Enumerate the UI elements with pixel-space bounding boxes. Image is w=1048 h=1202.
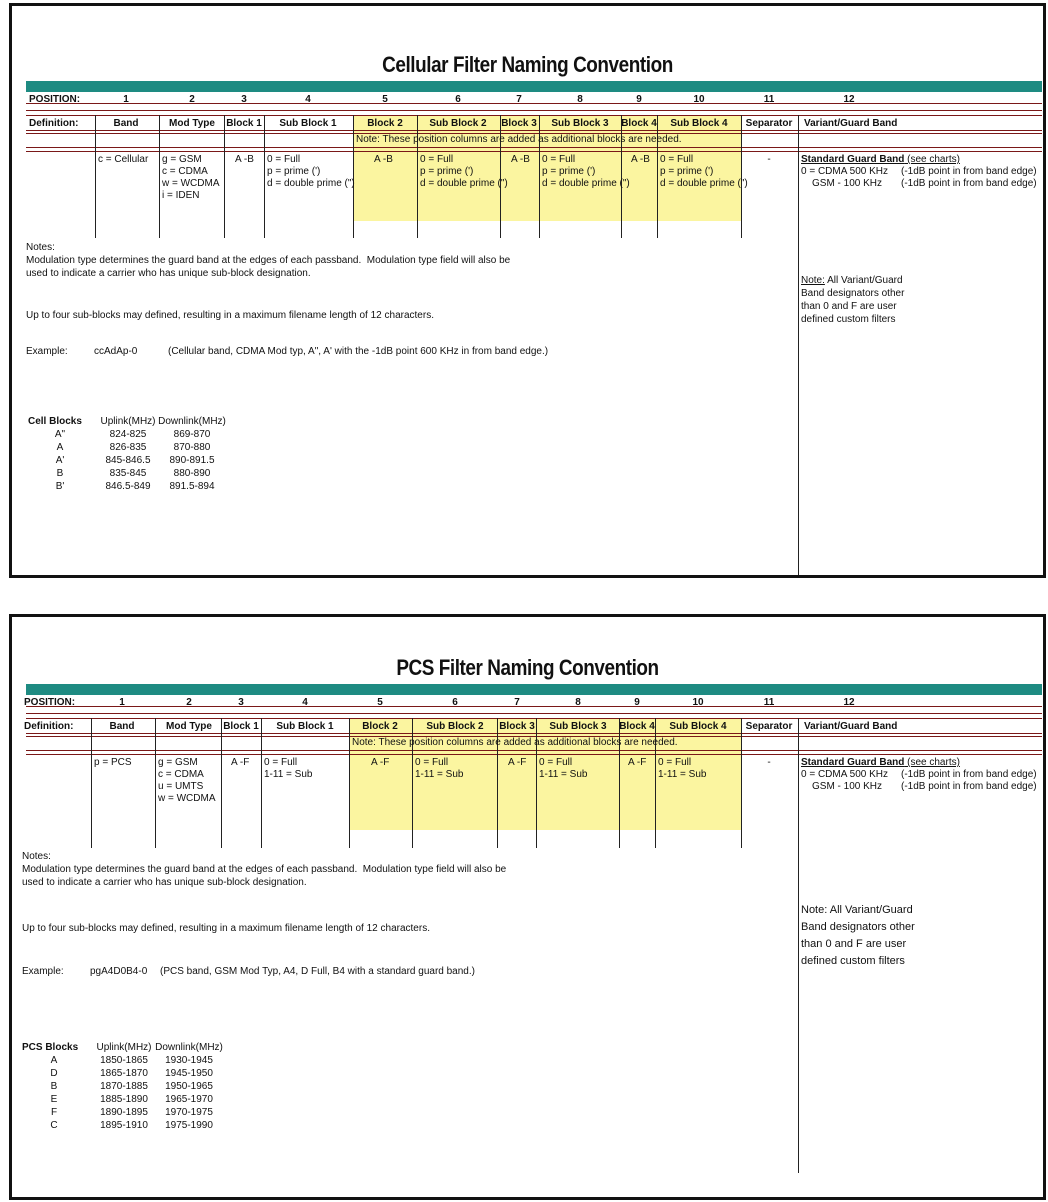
def-sub-block-1: Sub Block 1	[279, 118, 337, 129]
block-1-values: A -F	[231, 757, 250, 768]
def-sub-block-2: Sub Block 2	[426, 721, 484, 732]
separator-value: -	[767, 154, 771, 165]
block-uplink: 1885-1890	[100, 1094, 148, 1105]
position-6: 6	[452, 697, 458, 708]
def-block-4: Block 4	[619, 721, 655, 732]
rule	[26, 754, 1042, 755]
block-4-values: A -B	[631, 154, 650, 165]
block-2-values: A -B	[374, 154, 393, 165]
variant-line-1: 0 = CDMA 500 KHz	[801, 769, 888, 780]
position-2: 2	[189, 94, 195, 105]
variant-line-1-note: (-1dB point in from band edge)	[901, 769, 1037, 780]
position-10: 10	[693, 94, 705, 105]
block-uplink: 1870-1885	[100, 1081, 148, 1092]
position-2: 2	[186, 697, 192, 708]
col-divider	[221, 718, 222, 848]
position-7: 7	[516, 94, 522, 105]
variant-heading-bold: Standard Guard Band	[801, 154, 905, 165]
col-divider	[798, 718, 799, 1173]
position-12: 12	[843, 697, 855, 708]
col-divider	[159, 115, 160, 238]
block-downlink: 1965-1970	[165, 1094, 213, 1105]
position-10: 10	[692, 697, 704, 708]
note-sub-blocks: Up to four sub-blocks may defined, resulting in a maximum filename length of 12 characters.	[26, 310, 434, 321]
position-4: 4	[302, 697, 308, 708]
rule	[26, 130, 1042, 131]
col-divider	[224, 115, 225, 238]
side-note-text: All Variant/Guard Band designators other than 0 and F are user defined custom filters	[801, 275, 905, 325]
columns-note: Note: These position columns are added as additional blocks are needed.	[352, 737, 678, 748]
rule	[26, 147, 1042, 148]
col-divider	[349, 718, 350, 848]
example-description: (Cellular band, CDMA Mod typ, A", A' with the -1dB point 600 KHz in from band edge.)	[168, 346, 549, 357]
teal-bar	[26, 684, 1042, 695]
rule	[26, 718, 1042, 719]
block-uplink: 826-835	[109, 442, 147, 453]
def-mod-type: Mod Type	[166, 721, 212, 732]
sub-block-1-values: 0 = Full 1-11 = Sub	[264, 757, 313, 780]
position-6: 6	[455, 94, 461, 105]
mod-type-values: g = GSM c = CDMA w = WCDMA i = IDEN	[162, 154, 220, 201]
definition-label: Definition:	[29, 118, 79, 129]
position-5: 5	[377, 697, 383, 708]
rule	[26, 151, 1042, 152]
block-2-values: A -F	[371, 757, 390, 768]
def-band: Band	[113, 118, 139, 129]
block-name: C	[50, 1120, 58, 1131]
variant-line-2-note: (-1dB point in from band edge)	[901, 781, 1037, 792]
col-divider	[741, 718, 742, 848]
col-divider	[264, 115, 265, 238]
block-downlink: 890-891.5	[169, 455, 215, 466]
block-3-values: A -F	[508, 757, 527, 768]
block-4-values: A -F	[628, 757, 647, 768]
position-11: 11	[763, 697, 775, 708]
def-sub-block-4: Sub Block 4	[669, 721, 727, 732]
blocks-header-uplink: Uplink(MHz)	[100, 416, 156, 427]
block-uplink: 1850-1865	[100, 1055, 148, 1066]
teal-bar	[26, 81, 1042, 92]
cellular-panel	[9, 3, 1046, 578]
def-sub-block-2: Sub Block 2	[429, 118, 487, 129]
note-sub-blocks: Up to four sub-blocks may defined, resulting in a maximum filename length of 12 characters.	[22, 923, 430, 934]
block-1-values: A -B	[235, 154, 254, 165]
def-sub-block-3: Sub Block 3	[551, 118, 609, 129]
block-downlink: 1970-1975	[165, 1107, 213, 1118]
position-5: 5	[382, 94, 388, 105]
sub-block-4-values: 0 = Full p = prime (') d = double prime (")	[660, 154, 748, 189]
variant-heading-bold: Standard Guard Band	[801, 757, 905, 768]
def-block-2: Block 2	[362, 721, 398, 732]
position-11: 11	[763, 94, 775, 105]
def-separator: Separator	[745, 721, 793, 732]
example-label: Example:	[22, 966, 64, 977]
block-3-values: A -B	[511, 154, 530, 165]
columns-note: Note: These position columns are added as additional blocks are needed.	[356, 134, 682, 145]
def-sub-block-3: Sub Block 3	[549, 721, 607, 732]
mod-type-values: g = GSM c = CDMA u = UMTS w = WCDMA	[158, 757, 216, 804]
block-name: A	[50, 1055, 58, 1066]
def-mod-type: Mod Type	[169, 118, 215, 129]
note-modulation: Modulation type determines the guard band at the edges of each passband. Modulation type field will also be used to indicate a carrier who has unique sub-block designation.	[22, 864, 507, 888]
variant-heading-suffix: (see charts)	[904, 154, 960, 165]
pcs-title: PCS Filter Naming Convention	[396, 655, 659, 680]
example-code: pgA4D0B4-0	[90, 966, 148, 977]
variant-line-2: GSM - 100 KHz	[812, 178, 883, 189]
position-label: POSITION:	[24, 697, 76, 708]
block-downlink: 891.5-894	[169, 481, 215, 492]
position-8: 8	[577, 94, 583, 105]
col-divider	[261, 718, 262, 848]
variant-line-2-note: (-1dB point in from band edge)	[901, 178, 1037, 189]
block-uplink: 1890-1895	[100, 1107, 148, 1118]
def-sub-block-4: Sub Block 4	[670, 118, 728, 129]
rule	[26, 103, 1042, 104]
block-uplink: 1895-1910	[100, 1120, 148, 1131]
position-label: POSITION:	[29, 94, 81, 105]
blocks-header-name: Cell Blocks	[28, 416, 82, 427]
def-block-1: Block 1	[226, 118, 262, 129]
sub-block-1-values: 0 = Full p = prime (') d = double prime (")	[267, 154, 355, 189]
rule	[26, 706, 1042, 707]
def-variant-guard-band: Variant/Guard Band	[804, 118, 898, 129]
position-8: 8	[575, 697, 581, 708]
variant-side-note	[801, 274, 904, 326]
variant-heading-suffix: (see charts)	[904, 757, 960, 768]
position-1: 1	[123, 94, 129, 105]
blocks-header-uplink: Uplink(MHz)	[96, 1042, 152, 1053]
block-name: A'	[55, 455, 65, 466]
def-separator: Separator	[745, 118, 793, 129]
note-modulation: Modulation type determines the guard band at the edges of each passband. Modulation type field will also be used to indicate a carrier who has unique sub-block designation.	[26, 255, 511, 279]
def-sub-block-1: Sub Block 1	[276, 721, 334, 732]
sub-block-2-values: 0 = Full p = prime (') d = double prime (")	[420, 154, 508, 189]
block-name: B	[50, 1081, 58, 1092]
position-12: 12	[843, 94, 855, 105]
band-values: c = Cellular	[98, 154, 149, 165]
block-downlink: 870-880	[173, 442, 211, 453]
block-name: B	[56, 468, 64, 479]
def-variant-guard-band: Variant/Guard Band	[804, 721, 898, 732]
rule	[26, 110, 1042, 111]
position-9: 9	[636, 94, 642, 105]
block-name: A	[56, 442, 64, 453]
rule	[26, 750, 1042, 751]
band-values: p = PCS	[94, 757, 132, 768]
sub-block-3-values: 0 = Full p = prime (') d = double prime (")	[542, 154, 630, 189]
block-downlink: 1945-1950	[165, 1068, 213, 1079]
position-7: 7	[514, 697, 520, 708]
cellular-title: Cellular Filter Naming Convention	[382, 52, 673, 77]
variant-line-1-note: (-1dB point in from band edge)	[901, 166, 1037, 177]
block-uplink: 846.5-849	[105, 481, 151, 492]
block-name: E	[50, 1094, 58, 1105]
notes-heading: Notes:	[22, 851, 51, 862]
position-1: 1	[119, 697, 125, 708]
block-downlink: 1950-1965	[165, 1081, 213, 1092]
sub-block-2-values: 0 = Full 1-11 = Sub	[415, 757, 464, 780]
col-divider	[91, 718, 92, 848]
example-code: ccAdAp-0	[94, 346, 138, 357]
def-block-3: Block 3	[499, 721, 535, 732]
pcs-panel	[9, 614, 1046, 1200]
notes-heading: Notes:	[26, 242, 55, 253]
sub-block-3-values: 0 = Full 1-11 = Sub	[539, 757, 588, 780]
block-uplink: 824-825	[109, 429, 147, 440]
block-downlink: 880-890	[173, 468, 211, 479]
variant-side-note: Note: All Variant/Guard Band designators other than 0 and F are user defined custom filters	[801, 904, 915, 967]
blocks-header-name: PCS Blocks	[22, 1042, 79, 1053]
col-divider	[95, 115, 96, 238]
def-block-3: Block 3	[501, 118, 537, 129]
block-name: B'	[55, 481, 65, 492]
rule	[26, 713, 1042, 714]
position-3: 3	[238, 697, 244, 708]
def-block-2: Block 2	[367, 118, 403, 129]
variant-heading	[801, 757, 960, 769]
block-name: F	[50, 1107, 58, 1118]
def-block-4: Block 4	[621, 118, 657, 129]
col-divider	[155, 718, 156, 848]
block-uplink: 1865-1870	[100, 1068, 148, 1079]
block-downlink: 1930-1945	[165, 1055, 213, 1066]
side-note-prefix: Note:	[801, 275, 825, 286]
block-uplink: 845-846.5	[105, 455, 151, 466]
separator-value: -	[767, 757, 771, 768]
block-uplink: 835-845	[109, 468, 147, 479]
example-description: (PCS band, GSM Mod Typ, A4, D Full, B4 with a standard guard band.)	[160, 966, 475, 977]
block-downlink: 869-870	[173, 429, 211, 440]
block-name: A"	[54, 429, 66, 440]
variant-line-2: GSM - 100 KHz	[812, 781, 883, 792]
variant-heading	[801, 154, 960, 166]
col-divider	[798, 115, 799, 575]
position-3: 3	[241, 94, 247, 105]
block-name: D	[50, 1068, 58, 1079]
rule	[26, 115, 1042, 116]
position-4: 4	[305, 94, 311, 105]
rule	[26, 733, 1042, 734]
block-downlink: 1975-1990	[165, 1120, 213, 1131]
variant-line-1: 0 = CDMA 500 KHz	[801, 166, 888, 177]
def-band: Band	[109, 721, 135, 732]
blocks-header-downlink: Downlink(MHz)	[158, 416, 226, 427]
position-9: 9	[634, 697, 640, 708]
example-label: Example:	[26, 346, 68, 357]
sub-block-4-values: 0 = Full 1-11 = Sub	[658, 757, 707, 780]
def-block-1: Block 1	[223, 721, 259, 732]
definition-label: Definition:	[24, 721, 74, 732]
blocks-header-downlink: Downlink(MHz)	[155, 1042, 223, 1053]
